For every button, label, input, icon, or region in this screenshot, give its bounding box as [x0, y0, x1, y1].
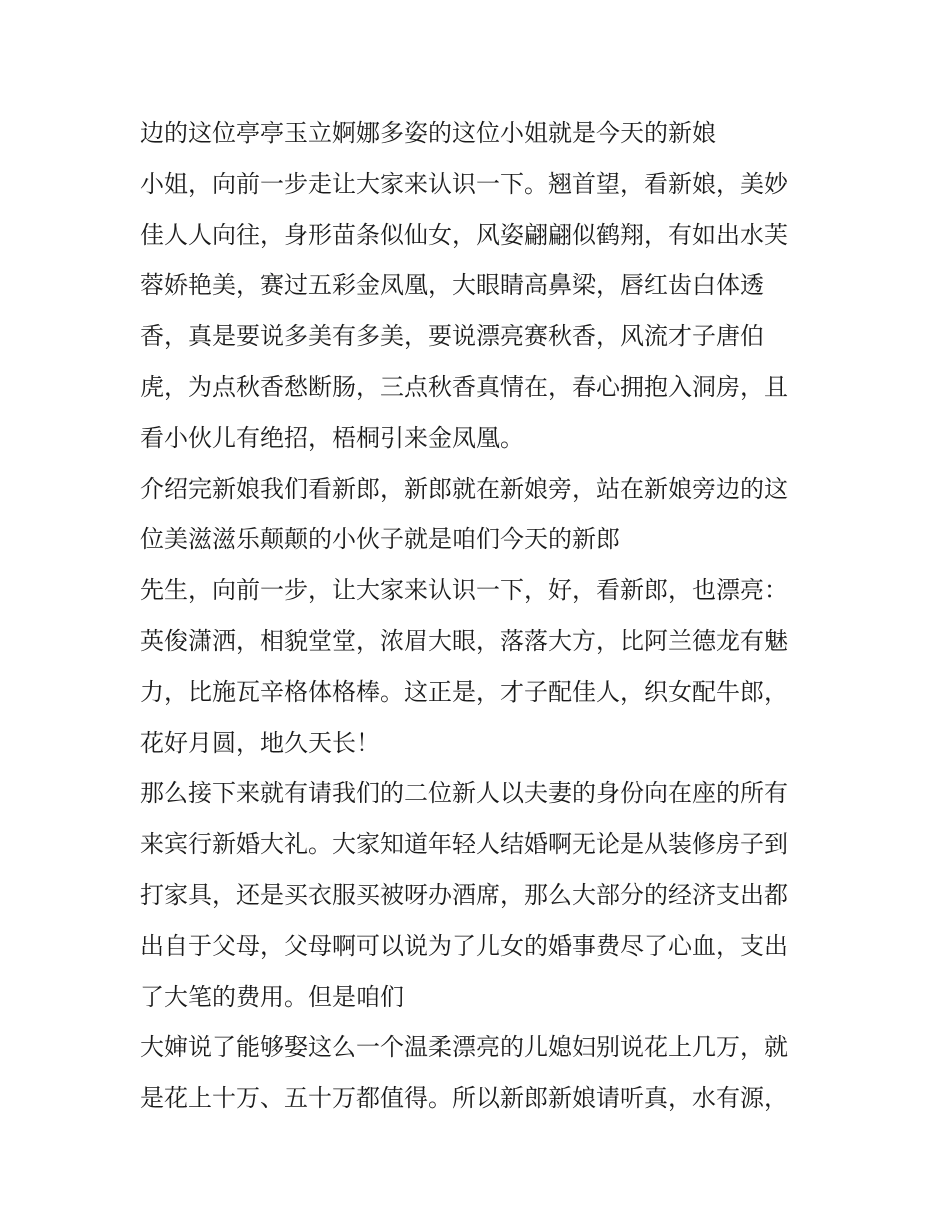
text-line: 是花上十万、五十万都值得。所以新郎新娘请听真，水有源， — [140, 1084, 788, 1113]
text-line: 英俊潇洒，相貌堂堂，浓眉大眼，落落大方，比阿兰德龙有魅 — [140, 626, 788, 655]
document-body — [140, 108, 830, 1124]
text-line: 看小伙儿有绝招，梧桐引来金凤凰。 — [140, 423, 524, 452]
text-line: 介绍完新娘我们看新郎，新郎就在新娘旁，站在新娘旁边的这 — [140, 474, 788, 503]
text-line: 了大笔的费用。但是咱们 — [140, 982, 404, 1011]
text-line: 位美滋滋乐颠颠的小伙子就是咱们今天的新郎 — [140, 525, 620, 554]
text-line: 小姐，向前一步走让大家来认识一下。翘首望，看新娘，美妙 — [140, 169, 788, 198]
text-line: 打家具，还是买衣服买被呀办酒席，那么大部分的经济支出都 — [140, 880, 788, 909]
text-line: 香，真是要说多美有多美，要说漂亮赛秋香，风流才子唐伯 — [140, 322, 764, 351]
text-line: 来宾行新婚大礼。大家知道年轻人结婚啊无论是从装修房子到 — [140, 830, 788, 859]
text-line: 虎，为点秋香愁断肠，三点秋香真情在，春心拥抱入洞房，且 — [140, 372, 788, 401]
text-line: 佳人人向往，身形苗条似仙女，风姿翩翩似鹤翔，有如出水芙 — [140, 220, 788, 249]
text-line: 先生，向前一步，让大家来认识一下，好，看新郎，也漂亮： — [140, 576, 788, 605]
text-line: 蓉娇艳美，赛过五彩金凤凰，大眼睛高鼻梁，唇红齿白体透 — [140, 271, 764, 300]
text-line: 大婶说了能够娶这么一个温柔漂亮的儿媳妇别说花上几万，就 — [140, 1033, 788, 1062]
text-line: 边的这位亭亭玉立婀娜多姿的这位小姐就是今天的新娘 — [140, 119, 716, 147]
text-line: 花好月圆，地久天长！ — [140, 728, 380, 757]
text-line: 那么接下来就有请我们的二位新人以夫妻的身份向在座的所有 — [140, 779, 788, 808]
text-line: 出自于父母，父母啊可以说为了儿女的婚事费尽了心血，支出 — [140, 931, 788, 960]
text-line: 力，比施瓦辛格体格棒。这正是，才子配佳人，织女配牛郎， — [140, 677, 788, 706]
